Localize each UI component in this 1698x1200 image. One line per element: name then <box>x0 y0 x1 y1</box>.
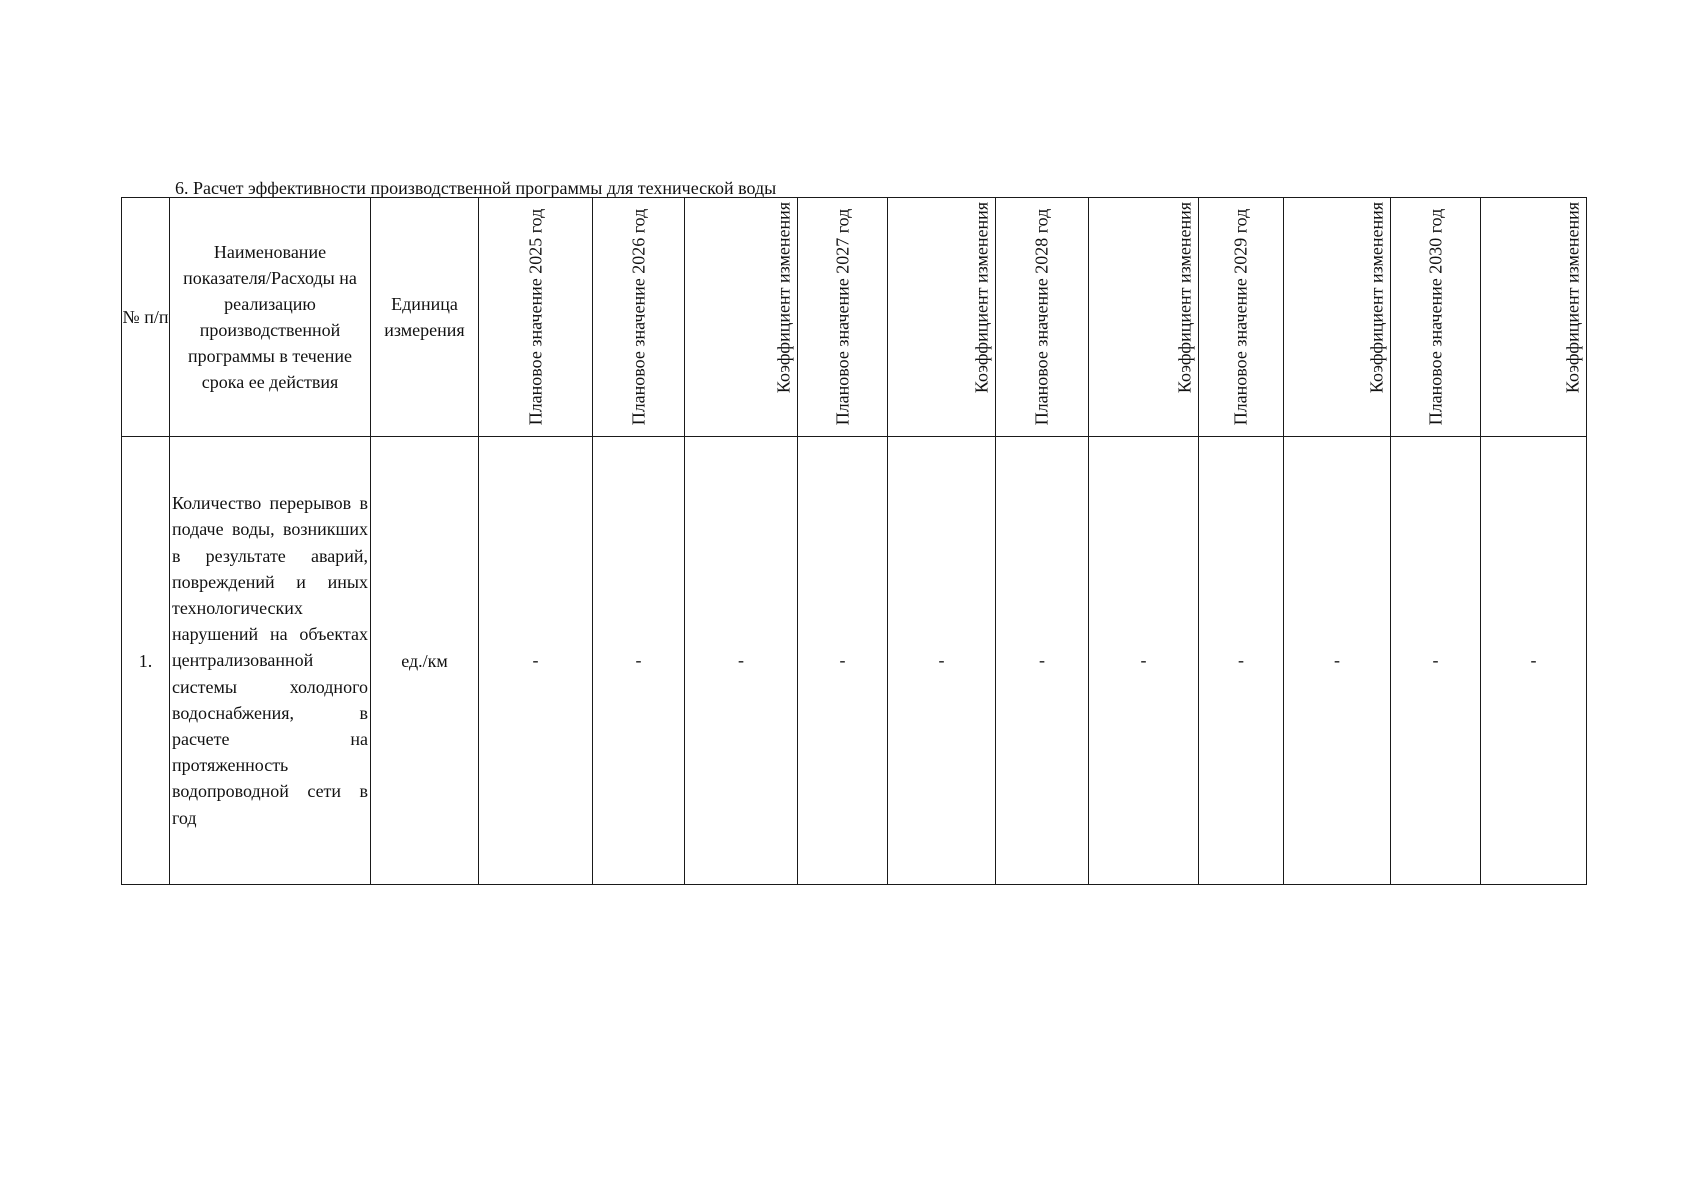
header-coef-3-text: Коэффициент изменения <box>1174 202 1195 394</box>
row-unit: ед./км <box>371 437 479 885</box>
header-row <box>122 198 1587 437</box>
efficiency-table <box>121 197 1587 885</box>
header-coef-2-text: Коэффициент изменения <box>971 202 992 394</box>
value-plan-2030: - <box>1391 437 1481 885</box>
value-plan-2027: - <box>798 437 888 885</box>
header-plan-2025-text: Плановое значение 2025 год <box>525 208 545 426</box>
header-plan-2026-text: Плановое значение 2026 год <box>628 208 648 426</box>
header-coef-2 <box>888 198 996 437</box>
table-row <box>122 437 1587 885</box>
header-plan-2029 <box>1199 198 1284 437</box>
header-plan-2029-text: Плановое значение 2029 год <box>1230 208 1251 426</box>
header-coef-1-text: Коэффициент изменения <box>773 202 794 394</box>
header-num: № п/п <box>122 198 170 437</box>
value-plan-2025: - <box>479 437 593 885</box>
value-coef-5: - <box>1481 437 1587 885</box>
row-indicator-name: Количество перерывов в подаче воды, возникших в результате аварий, повреждений и иных технологических нарушений на объектах централизованной системы холодного водоснабжения, в расчете на протяженность водопроводной сети в год <box>170 437 371 885</box>
header-plan-2026 <box>593 198 685 437</box>
value-coef-1: - <box>685 437 798 885</box>
header-coef-4 <box>1284 198 1391 437</box>
value-coef-2: - <box>888 437 996 885</box>
header-coef-5-text: Коэффициент изменения <box>1562 202 1583 394</box>
header-coef-4-text: Коэффициент изменения <box>1366 202 1387 394</box>
value-coef-3: - <box>1089 437 1199 885</box>
header-plan-2027 <box>798 198 888 437</box>
header-plan-2027-text: Плановое значение 2027 год <box>832 208 852 426</box>
header-coef-1 <box>685 198 798 437</box>
header-plan-2030-text: Плановое значение 2030 год <box>1425 208 1445 426</box>
header-unit: Единица измерения <box>371 198 479 437</box>
value-plan-2029: - <box>1199 437 1284 885</box>
header-plan-2028 <box>996 198 1089 437</box>
table-caption: 6. Расчет эффективности производственной программы для технической воды <box>175 178 777 198</box>
header-coef-3 <box>1089 198 1199 437</box>
header-plan-2025 <box>479 198 593 437</box>
header-name: Наименование показателя/Расходы на реализацию производственной программы в течение срока ее действия <box>170 198 371 437</box>
value-plan-2028: - <box>996 437 1089 885</box>
row-num: 1. <box>122 437 170 885</box>
header-coef-5 <box>1481 198 1587 437</box>
value-plan-2026: - <box>593 437 685 885</box>
value-coef-4: - <box>1284 437 1391 885</box>
header-plan-2028-text: Плановое значение 2028 год <box>1031 208 1052 426</box>
header-plan-2030 <box>1391 198 1481 437</box>
